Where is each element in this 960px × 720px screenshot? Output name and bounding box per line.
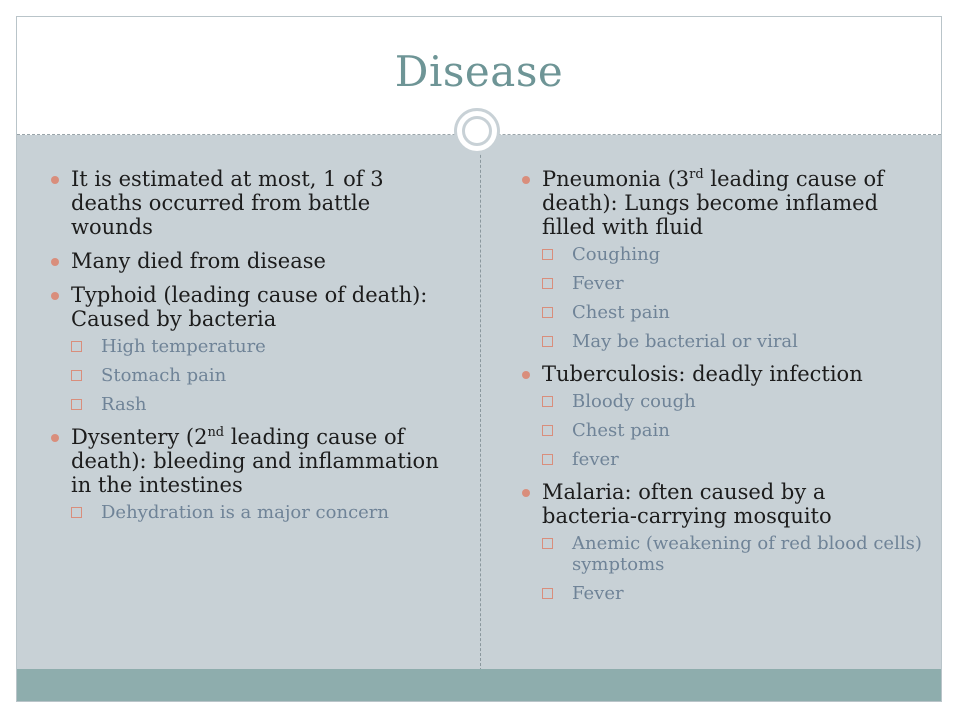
sub-bullet-text: Anemic (weakening of red blood cells) symptoms (572, 533, 922, 575)
sub-bullet (71, 394, 451, 415)
square-bullet-icon (542, 396, 553, 407)
sub-bullet (542, 391, 922, 412)
sub-bullet (71, 336, 451, 357)
sub-bullet (542, 583, 922, 604)
square-bullet-icon (71, 399, 82, 410)
square-bullet-icon (71, 370, 82, 381)
tuberculosis-symptoms (542, 391, 922, 470)
square-bullet-icon (542, 588, 553, 599)
left-column (51, 167, 451, 533)
sub-bullet-text: Stomach pain (101, 365, 227, 386)
sub-bullet-text: fever (572, 449, 619, 470)
bullet-text: Tuberculosis: deadly infection (542, 362, 863, 386)
footer-bar (17, 669, 941, 701)
square-bullet-icon (542, 278, 553, 289)
typhoid-symptoms (71, 336, 451, 415)
ordinal-suffix: rd (689, 167, 704, 182)
sub-bullet (542, 331, 922, 352)
content-area (17, 135, 941, 671)
bullet-battle-wounds (51, 167, 451, 239)
square-bullet-icon (542, 336, 553, 347)
sub-bullet (542, 273, 922, 294)
bullet-malaria (522, 480, 922, 604)
ordinal-suffix: nd (207, 425, 225, 440)
square-bullet-icon (542, 454, 553, 465)
bullet-text-start: Dysentery (2 (71, 425, 208, 449)
sub-bullet-text: Fever (572, 273, 624, 294)
malaria-symptoms (542, 533, 922, 604)
column-divider (480, 135, 481, 671)
sub-bullet-text: Chest pain (572, 420, 670, 441)
bullet-tuberculosis (522, 362, 922, 470)
bullet-text-start: Pneumonia (3 (542, 167, 690, 191)
sub-bullet-text: Bloody cough (572, 391, 696, 412)
sub-bullet (542, 244, 922, 265)
sub-bullet (71, 502, 451, 523)
square-bullet-icon (542, 538, 553, 549)
bullet-pneumonia (522, 167, 922, 352)
sub-bullet-text: Dehydration is a major concern (101, 502, 389, 523)
bullet-text-end: leading cause of death): bleeding and inflammation in the intestines (71, 425, 439, 497)
square-bullet-icon (542, 249, 553, 260)
sub-bullet-text: Chest pain (572, 302, 670, 323)
slide-title: Disease (394, 47, 564, 96)
sub-bullet (542, 302, 922, 323)
sub-bullet-text: Rash (101, 394, 147, 415)
sub-bullet (542, 449, 922, 470)
square-bullet-icon (71, 341, 82, 352)
pneumonia-symptoms (542, 244, 922, 352)
sub-bullet-text: Fever (572, 583, 624, 604)
bullet-text: Many died from disease (71, 249, 326, 273)
square-bullet-icon (542, 307, 553, 318)
bullet-text: It is estimated at most, 1 of 3 deaths occurred from battle wounds (71, 167, 384, 239)
square-bullet-icon (542, 425, 553, 436)
square-bullet-icon (71, 507, 82, 518)
bullet-text-end: leading cause of death): Lungs become inflamed filled with fluid (542, 167, 884, 239)
bullet-text: Malaria: often caused by a bacteria-carrying mosquito (542, 480, 832, 528)
sub-bullet-text: High temperature (101, 336, 266, 357)
sub-bullet (542, 420, 922, 441)
sub-bullet (542, 533, 922, 575)
bullet-dysentery (51, 425, 451, 523)
bullet-typhoid (51, 283, 451, 415)
bullet-many-died (51, 249, 451, 273)
sub-bullet-text: May be bacterial or viral (572, 331, 798, 352)
decorative-circle-icon (454, 108, 500, 154)
sub-bullet-text: Coughing (572, 244, 661, 265)
dysentery-notes (71, 502, 451, 523)
sub-bullet (71, 365, 451, 386)
right-column (522, 167, 922, 614)
bullet-text: Typhoid (leading cause of death): Caused by bacteria (71, 283, 428, 331)
slide (16, 16, 942, 702)
